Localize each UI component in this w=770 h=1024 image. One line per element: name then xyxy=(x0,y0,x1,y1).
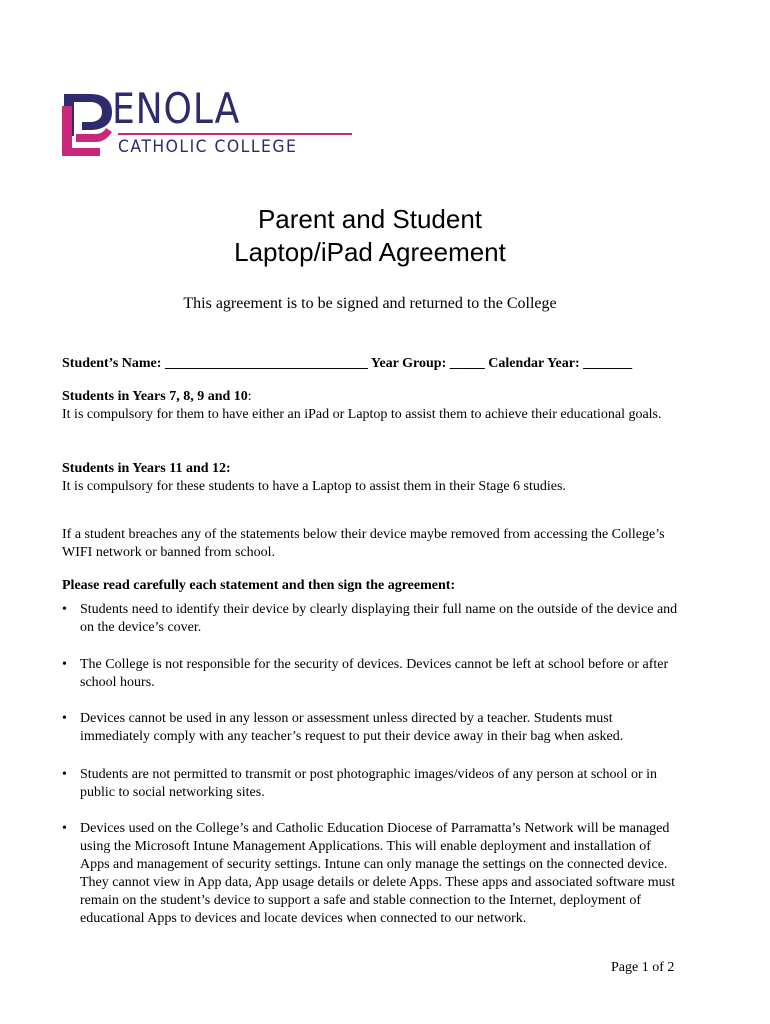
calendar-year-label: Calendar Year: xyxy=(488,356,580,371)
page-subtitle: This agreement is to be signed and returned to the College xyxy=(183,295,557,312)
breach-paragraph: If a student breaches any of the statements below their device maybe removed from accessing the College’s WIFI network or banned from school. xyxy=(62,527,665,560)
years-7-10-colon: : xyxy=(247,389,252,404)
logo-mark-icon xyxy=(60,92,120,158)
bullet-icon: • xyxy=(62,767,67,782)
calendar-year-field[interactable]: _______ xyxy=(583,356,633,371)
years-7-10-heading: Students in Years 7, 8, 9 and 10 xyxy=(62,389,248,404)
agreement-item-text: Students need to identify their device by clearly displaying their full name on the outside of the device and on the device’s cover. xyxy=(80,602,678,635)
instructions-heading: Please read carefully each statement and then sign the agreement: xyxy=(62,578,456,593)
years-7-10-section xyxy=(62,388,682,424)
agreement-item-text: The College is not responsible for the security of devices. Devices cannot be left at school before or after school hours. xyxy=(80,657,669,690)
agreement-item-text: Devices cannot be used in any lesson or assessment unless directed by a teacher. Students must immediately comply with any teacher’s request to put their device away in their bag when asked. xyxy=(80,711,624,744)
student-details-row xyxy=(62,355,682,373)
bullet-icon: • xyxy=(62,821,67,836)
bullet-icon: • xyxy=(62,602,67,617)
page-title-line1: Parent and Student xyxy=(257,204,483,234)
logo-subtitle: CATHOLIC COLLEGE xyxy=(118,137,298,157)
years-11-12-heading: Students in Years 11 and 12: xyxy=(62,461,231,476)
student-name-label: Student’s Name: xyxy=(62,356,162,371)
bullet-icon: • xyxy=(62,657,67,672)
year-group-field[interactable]: _____ xyxy=(449,356,485,371)
years-11-12-section xyxy=(62,460,682,496)
college-logo xyxy=(60,84,300,158)
page-title-line2: Laptop/iPad Agreement xyxy=(234,237,506,267)
years-11-12-text: It is compulsory for these students to have a Laptop to assist them in their Stage 6 studies. xyxy=(62,479,566,494)
years-7-10-text: It is compulsory for them to have either an iPad or Laptop to assist them to achieve their educational goals. xyxy=(62,407,662,422)
student-name-field[interactable]: _____________________________ xyxy=(164,356,368,371)
logo-wordmark: ENOLA xyxy=(112,84,241,133)
agreement-item-text: Students are not permitted to transmit or post photographic images/videos of any person at school or in public to social networking sites. xyxy=(80,767,658,800)
bullet-icon: • xyxy=(62,711,67,726)
agreement-item-text: Devices used on the College’s and Catholic Education Diocese of Parramatta’s Network will be managed using the Microsoft Intune Management Applications. This will enable deployment and installation of Apps and management of security settings. Intune can only manage the settings on the connected device. They cannot view in App data, App usage details or delete Apps. These apps and associated software must remain on the student’s device to support a safe and stable connection to the Internet, deployment of educational Apps to devices and locate devices when connected to our network. xyxy=(80,821,675,926)
page-number: Page 1 of 2 xyxy=(611,960,675,975)
logo-divider xyxy=(118,133,352,135)
year-group-label: Year Group: xyxy=(370,356,447,371)
